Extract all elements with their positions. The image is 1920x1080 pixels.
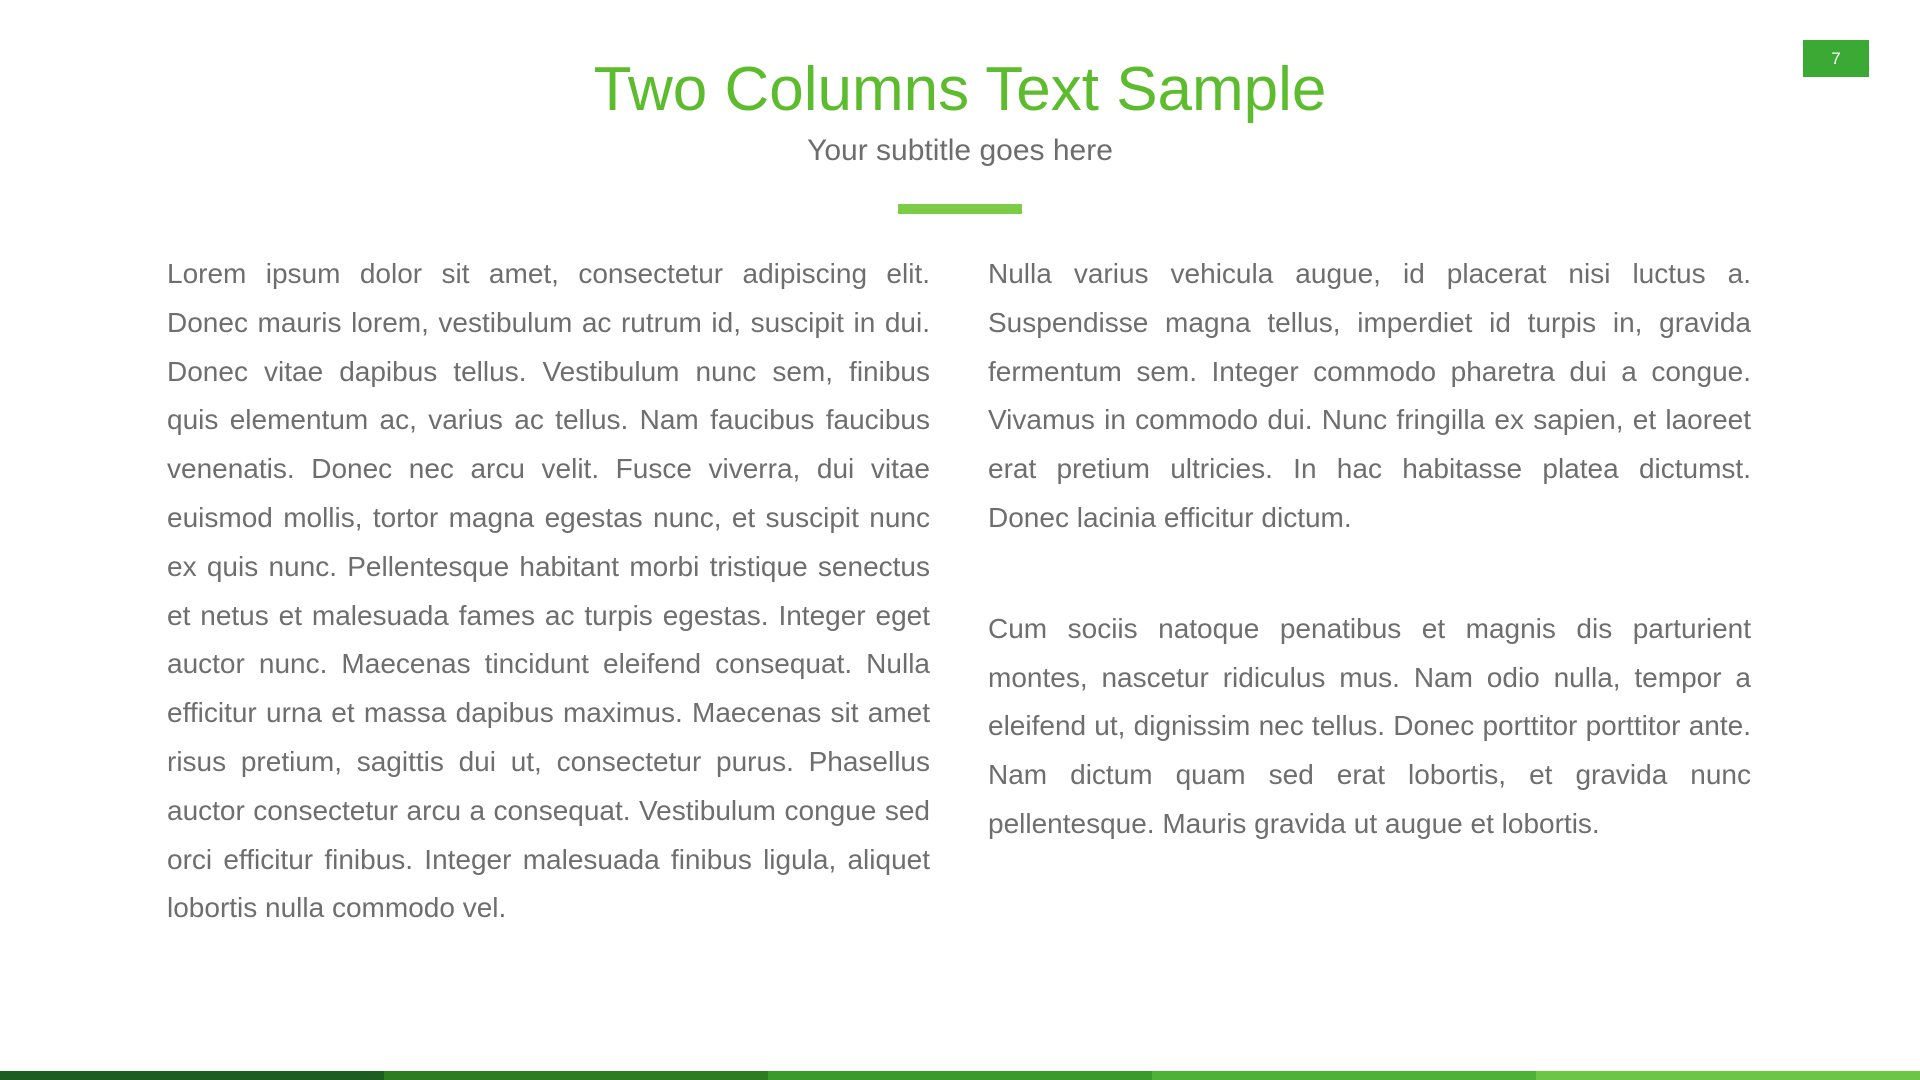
left-column-paragraph: Lorem ipsum dolor sit amet, consectetur adipiscing elit. Donec mauris lorem, vestibulum ac rutrum id, suscipit in dui. Donec vitae dapibus tellus. Vestibulum nunc sem, finibus quis elementum ac, varius ac tellus. Nam faucibus faucibus venenatis. Donec nec arcu velit. Fusce viverra, dui vitae euismod mollis, tortor magna egestas nunc, et suscipit nunc ex quis nunc. Pellentesque habitant morbi tristique senectus et netus et malesuada fames ac turpis egestas. Integer eget auctor nunc. Maecenas tincidunt eleifend consequat. Nulla efficitur urna et massa dapibus maximus. Maecenas sit amet risus pretium, sagittis dui ut, consectetur purus. Phasellus auctor consectetur arcu a consequat. Vestibulum congue sed orci efficitur finibus. Integer malesuada finibus ligula, aliquet lobortis nulla commodo vel. — [167, 258, 930, 924]
slide-subtitle: Your subtitle goes here — [807, 134, 1113, 167]
footer-color-bar — [0, 1071, 1920, 1080]
right-column-paragraph-2: Cum sociis natoque penatibus et magnis dis parturient montes, nascetur ridiculus mus. Nam odio nulla, tempor a eleifend ut, dignissim nec tellus. Donec porttitor porttitor ante. Nam dictum quam sed erat lobortis, et gravida nunc pellentesque. Mauris gravida ut augue et lobortis. — [988, 612, 1751, 839]
left-text-column — [167, 250, 930, 933]
footer-bar-segment — [0, 1071, 384, 1080]
right-text-column — [988, 250, 1751, 849]
footer-bar-segment — [384, 1071, 768, 1080]
right-column-paragraph-1: Nulla varius vehicula augue, id placerat nisi luctus a. Suspendisse magna tellus, imperdiet id turpis in, gravida fermentum sem. Integer commodo pharetra dui a congue. Vivamus in commodo dui. Nunc fringilla ex sapien, et laoreet erat pretium ultricies. In hac habitasse platea dictumst. Donec lacinia efficitur dictum. — [988, 258, 1751, 533]
footer-bar-segment — [1152, 1071, 1536, 1080]
page-number-badge: 7 — [1803, 40, 1869, 77]
footer-bar-segment — [1536, 1071, 1920, 1080]
title-accent-divider — [898, 204, 1022, 214]
footer-bar-segment — [768, 1071, 1152, 1080]
slide-title: Two Columns Text Sample — [593, 55, 1327, 124]
